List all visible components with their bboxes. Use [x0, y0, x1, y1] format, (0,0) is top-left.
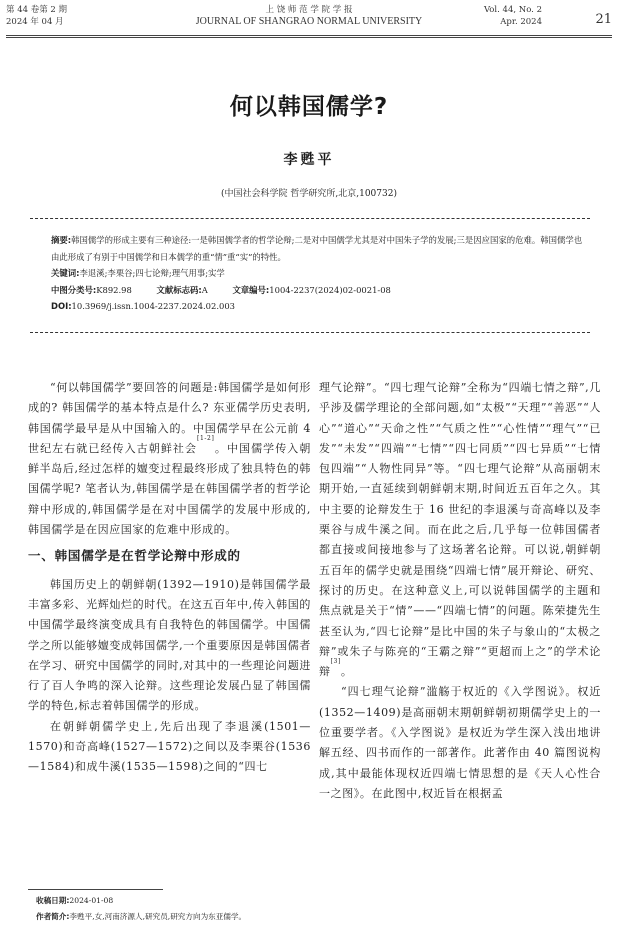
doi-value: 10.3969/j.issn.1004-2237.2024.02.003: [71, 301, 235, 311]
journal-name-cn: 上 饶 师 范 学 院 学 报: [265, 5, 353, 15]
doc-code-value: A: [201, 284, 208, 295]
doi-line: [31, 298, 590, 315]
received-value: 2024-01-08: [69, 896, 114, 905]
paragraph-text: 。: [340, 665, 353, 679]
body-paragraph: 韩国历史上的朝鲜朝(1392—1910)是韩国儒学最丰富多彩、光辉灿烂的时代。在这五百年中,传入韩国的中国儒学最终演变成具有自我特色的韩国儒学。中国儒学之所以能够嬗变成韩国儒学,一个重要原因是韩国儒者在学习、研究中国儒学的同时,对其中的一些理论问题进行了百人争鸣的深入论辩。这些理论发展凸显了韩国儒学的特色,标志着韩国儒学的形成。: [28, 577, 311, 713]
volume-issue-cn: 第 44 卷第 2 期: [6, 5, 68, 15]
date-cn: 2024 年 04 月: [6, 17, 64, 27]
abstract-text: 韩国儒学的形成主要有三种途径:一是韩国儒学者的哲学论辩;二是对中国儒学尤其是对中国朱子学的发展;三是因应国家的危难。韩国儒学也由此形成了有别于中国儒学和日本儒学的重“情”重“实”的特性。: [51, 235, 583, 262]
body-column-right: [319, 378, 601, 804]
article-title: 何以韩国儒学?: [229, 94, 389, 120]
article-no-value: 1004-2237(2024)02-0021-08: [269, 284, 391, 295]
received-label: 收稿日期:: [36, 896, 70, 905]
doi-label: DOI:: [51, 301, 72, 311]
article-metadata: [31, 232, 590, 315]
paragraph-text: “何以韩国儒学”要回答的问题是:韩国儒学是如何形成的? 韩国儒学的基本特点是什么? 东亚儒学历史表明,韩国儒学最早是从中国输入的。中国儒学早在公元前 4 世纪左右就已经传入古朝鲜社会: [28, 381, 311, 455]
article-author: 李甦平: [283, 152, 335, 168]
meta-divider-top: [30, 218, 590, 219]
doc-code-label: 文献标志码:: [156, 284, 202, 295]
header-rule: [6, 35, 612, 36]
meta-divider-bottom: [30, 332, 590, 333]
article-no-label: 文章编号:: [232, 284, 270, 295]
body-paragraph: 在朝鲜朝儒学史上,先后出现了李退溪(1501—1570)和奇高峰(1527—1572)之间以及李栗谷(1536—1584)和成牛溪(1535—1598)之间的“四七: [28, 719, 311, 774]
clc-value: K892.98: [96, 284, 132, 295]
date-en: Apr. 2024: [500, 17, 542, 27]
footnote-rule: [28, 889, 163, 890]
body-paragraph: [319, 378, 601, 682]
body-paragraph: [28, 378, 311, 540]
citation-ref: [1-2]: [197, 434, 215, 442]
paragraph-text: 理气论辩”。“四七理气论辩”全称为“四端七情之辩”,几乎涉及儒学理论的全部问题,如“太极”“天理”“善恶”“人心”“道心”“天命之性”“气质之性”“心性情”“理气”“已发”“未发”“四端”“七情”“四七同质”“四七异质”“七情包四端”“人物性同异”等。“四七理气论辩”从高丽朝末期开始,一直延续到朝鲜朝末期,时间近五百年之久。其中主要的论辩发生于 16 世纪的李退溪与奇高峰以及李栗谷与成牛溪之间。而在此之后,几乎每一位韩国儒者都直接或间接地参与了这场著名论辩。可以说,朝鲜朝五百年的儒学史就是围绕“四端七情”展开辩论、研究、探讨的历史。在这种意义上,可以说韩国儒学的主题和焦点就是关于“情”——“四端七情”的问题。陈荣捷先生甚至认为,“四七论辩”是比中国的朱子与象山的“太极之辩”或朱子与陈亮的“王霸之辩”“更超而上之”的学术论辩: [319, 381, 601, 679]
keywords-text: 李退溪;李栗谷;四七论辩;理气用事;实学: [79, 268, 225, 278]
author-affiliation: (中国社会科学院 哲学研究所,北京,100732): [221, 189, 397, 199]
volume-issue-en: Vol. 44, No. 2: [483, 5, 542, 15]
body-column-left: [28, 378, 311, 778]
header-right: [484, 4, 542, 28]
section-heading: 一、韩国儒学是在哲学论辩中形成的: [28, 548, 241, 564]
footnote: [36, 893, 246, 925]
classification-line: [31, 282, 590, 299]
keywords-label: 关键词:: [51, 268, 80, 278]
author-bio-value: 李甦平,女,河南济源人,研究员,研究方向为东亚儒学。: [69, 912, 247, 921]
journal-name-en: JOURNAL OF SHANGRAO NORMAL UNIVERSITY: [195, 16, 423, 27]
header-rule-double: [6, 37, 612, 38]
received-date: [36, 893, 246, 909]
page-number: 21: [595, 12, 612, 27]
abstract-label: 摘要:: [51, 235, 72, 245]
author-bio: [36, 909, 246, 925]
clc-label: 中图分类号:: [51, 284, 97, 295]
keywords: [31, 265, 590, 282]
body-paragraph: “四七理气论辩”滥觞于权近的《入学图说》。权近(1352—1409)是高丽朝末期朝鲜朝初期儒学史上的一位重要学者。《入学图说》是权近为学生深入浅出地讲解五经、四书而作的一部著作。此著作由 40 篇图说构成,其中最能体现权近四端七情思想的是《天人心性合一之图》。在此图中,权近旨在根据孟: [319, 685, 601, 800]
abstract: [31, 232, 590, 265]
author-bio-label: 作者简介:: [36, 912, 70, 921]
citation-ref: [3]: [330, 658, 341, 666]
running-header: [6, 4, 612, 34]
paragraph-text: 。中国儒学传入朝鲜半岛后,经过怎样的嬗变过程最终形成了独具特色的韩国儒学呢? 笔者认为,韩国儒学是在韩国儒学者的哲学论辩中形成的,韩国儒学是在对中国儒学的发展中形成的,韩国儒学是在因应国家的危难中形成的。: [28, 441, 311, 537]
